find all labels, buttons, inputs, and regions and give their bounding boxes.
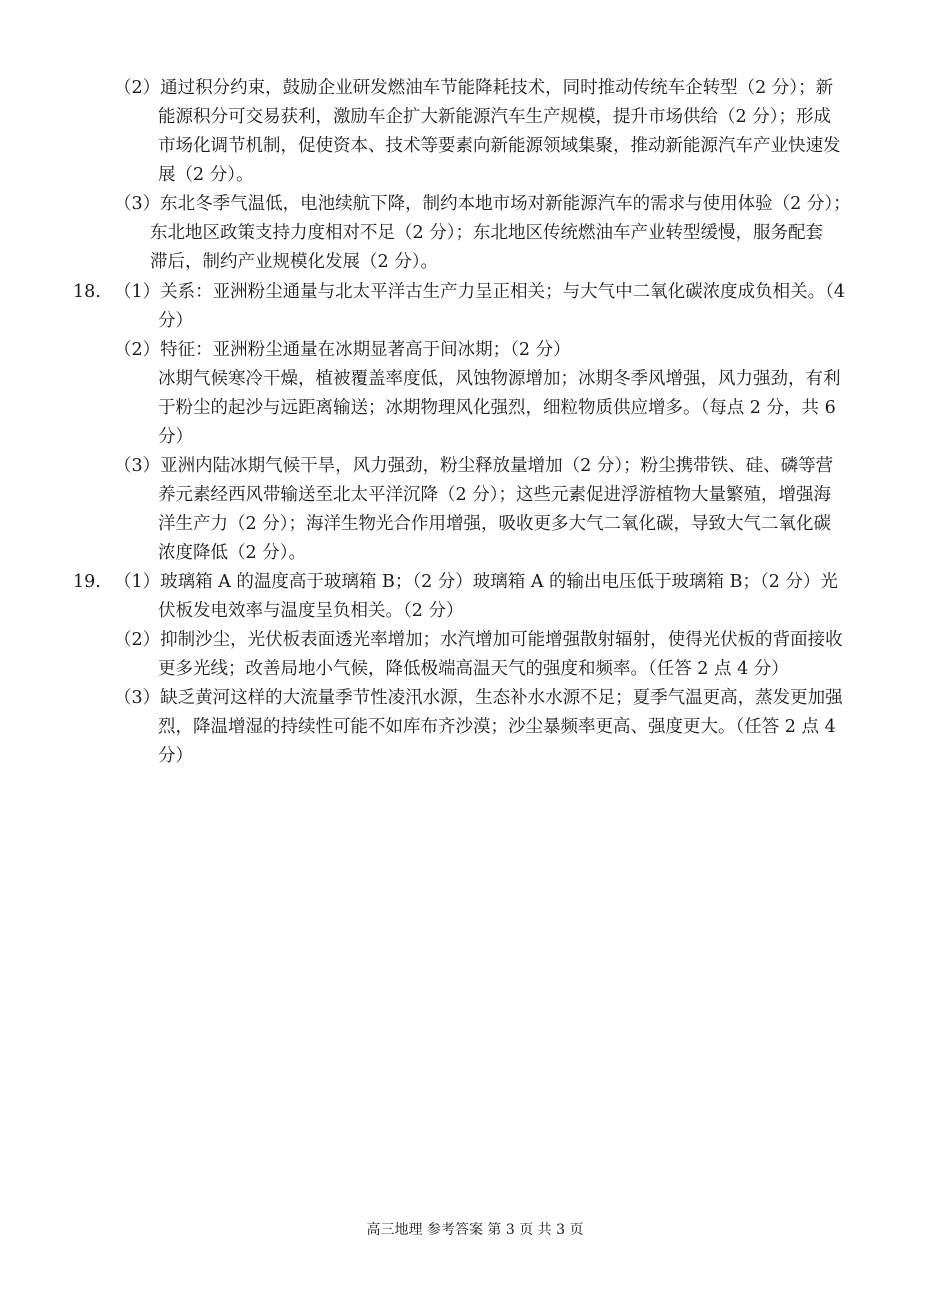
answer-line: （3）东北冬季气温低，电池续航下降，制约本地市场对新能源汽车的需求与使用体验（2 分）； — [114, 194, 851, 214]
answer-line: （2）通过积分约束，鼓励企业研发燃油车节能降耗技术，同时推动传统车企转型（2 分）；新 — [114, 78, 834, 98]
answer-line: （2）抑制沙尘，光伏板表面透光率增加；水汽增加可能增强散射辐射，使得光伏板的背面接收 — [114, 630, 843, 650]
answer-line: 分） — [158, 311, 193, 331]
answer-line: 于粉尘的起沙与远距离输送；冰期物理风化强烈，细粒物质供应增多。（每点 2 分，共 6 — [158, 398, 836, 418]
answer-line: 伏板发电效率与温度呈负相关。（2 分） — [158, 601, 464, 621]
answer-line: 东北地区政策支持力度相对不足（2 分）；东北地区传统燃油车产业转型缓慢，服务配套 — [150, 223, 823, 243]
answer-line: （3）亚洲内陆冰期气候干旱，风力强劲，粉尘释放量增加（2 分）；粉尘携带铁、硅、磷等营 — [114, 456, 834, 476]
page-footer: 高三地理 参考答案 第 3 页 共 3 页 — [366, 1222, 584, 1238]
answer-line: 能源积分可交易获利，激励车企扩大新能源汽车生产规模，提升市场供给（2 分）；形成 — [158, 107, 831, 127]
question-number-18: 18. — [73, 282, 101, 302]
answer-line: 分） — [158, 427, 193, 447]
answer-line: （2）特征：亚洲粉尘通量在冰期显著高于间冰期；（2 分） — [114, 340, 571, 360]
answer-line: 洋生产力（2 分）；海洋生物光合作用增强，吸收更多大气二氧化碳，导致大气二氧化碳 — [158, 514, 831, 534]
answer-line: 分） — [158, 746, 193, 766]
answer-line: （1）玻璃箱 A 的温度高于玻璃箱 B；（2 分）玻璃箱 A 的输出电压低于玻璃箱 B；（2 分）光 — [114, 572, 838, 592]
question-number-19: 19. — [73, 572, 101, 592]
answer-line: 冰期气候寒冷干燥，植被覆盖率度低，风蚀物源增加；冰期冬季风增强，风力强劲，有利 — [158, 369, 841, 389]
answer-line: （3）缺乏黄河这样的大流量季节性凌汛水源，生态补水水源不足；夏季气温更高，蒸发更加强 — [114, 688, 843, 708]
answer-line: 浓度降低（2 分）。 — [158, 543, 306, 563]
answer-line: 滞后，制约产业规模化发展（2 分）。 — [150, 252, 438, 272]
answer-line: 更多光线；改善局地小气候，降低极端高温天气的强度和频率。（任答 2 点 4 分） — [158, 659, 789, 679]
answer-line: 烈，降温增湿的持续性可能不如库布齐沙漠；沙尘暴频率更高、强度更大。（任答 2 点 4 — [158, 717, 836, 737]
answer-line: 养元素经西风带输送至北太平洋沉降（2 分）；这些元素促进浮游植物大量繁殖，增强海 — [158, 485, 831, 505]
answer-line: 市场化调节机制，促使资本、技术等要素向新能源领域集聚，推动新能源汽车产业快速发 — [158, 136, 841, 156]
answer-line: （1）关系：亚洲粉尘通量与北太平洋古生产力呈正相关；与大气中二氧化碳浓度成负相关。（4 — [114, 282, 846, 302]
answer-line: 展（2 分）。 — [158, 165, 254, 185]
